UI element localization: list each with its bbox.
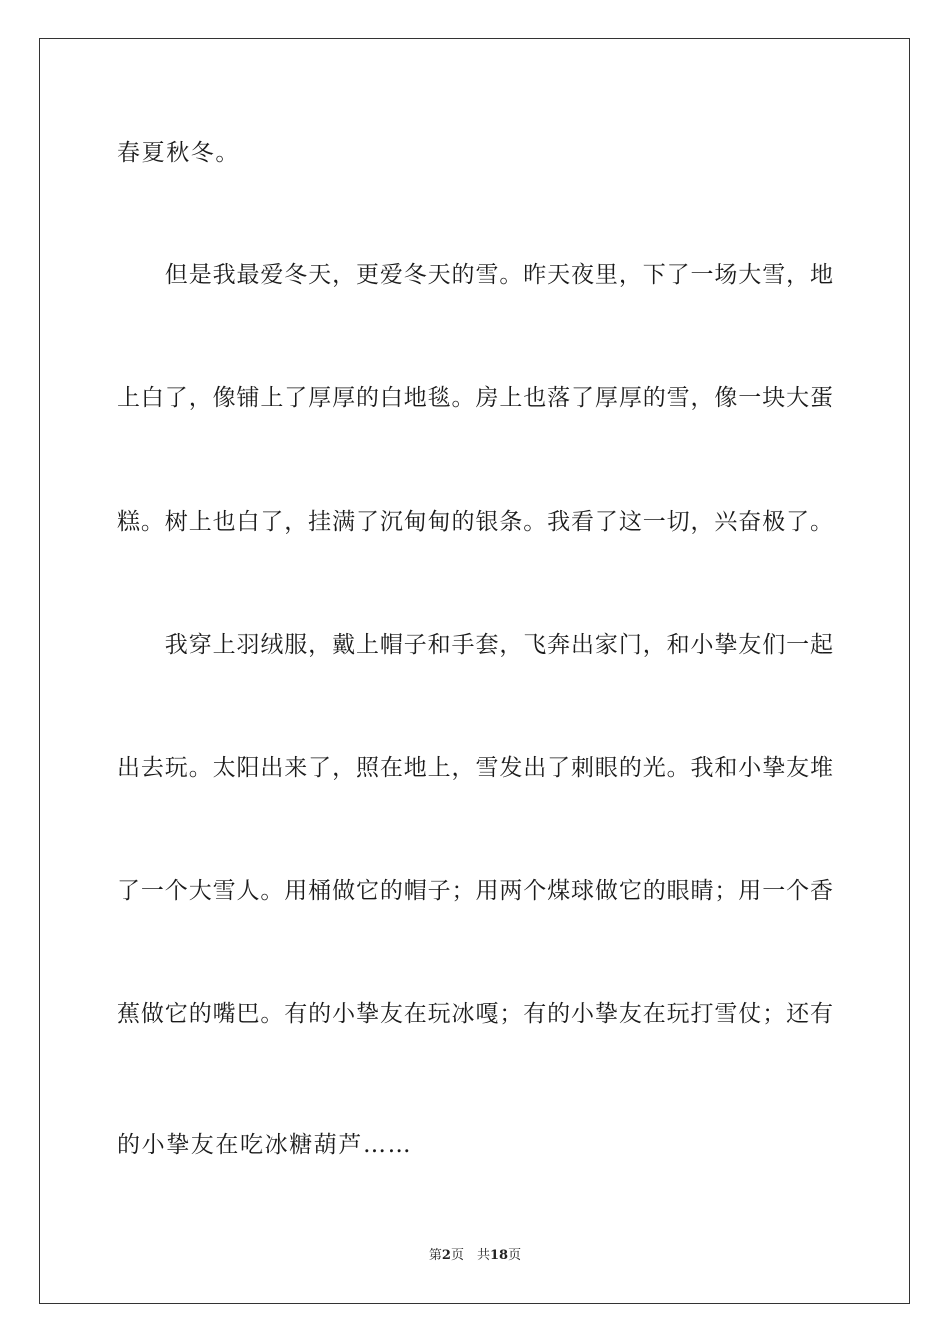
footer-middle: 页 共 (450, 1248, 490, 1263)
page-border (39, 38, 910, 1304)
text-line: 的小挚友在吃冰糖葫芦…… (117, 1132, 413, 1158)
text-line: 但是我最爱冬天，更爱冬天的雪。昨天夜里，下了一场大雪，地 (117, 262, 833, 288)
page-footer (0, 1247, 950, 1265)
text-line: 我穿上羽绒服，戴上帽子和手套，飞奔出家门，和小挚友们一起 (117, 632, 833, 658)
footer-page-number: 2 (441, 1248, 451, 1263)
footer-total-pages: 18 (489, 1248, 509, 1263)
footer-prefix: 第 (428, 1248, 442, 1263)
text-line: 蕉做它的嘴巴。有的小挚友在玩冰嘎；有的小挚友在玩打雪仗；还有 (117, 1001, 833, 1027)
text-line: 上白了，像铺上了厚厚的白地毯。房上也落了厚厚的雪，像一块大蛋 (117, 385, 833, 411)
text-line: 出去玩。太阳出来了，照在地上，雪发出了刺眼的光。我和小挚友堆 (117, 755, 833, 781)
text-line: 了一个大雪人。用桶做它的帽子；用两个煤球做它的眼睛；用一个香 (117, 878, 833, 904)
text-line: 春夏秋冬。 (117, 140, 240, 166)
text-line: 糕。树上也白了，挂满了沉甸甸的银条。我看了这一切，兴奋极了。 (117, 509, 833, 535)
footer-suffix: 页 (508, 1248, 522, 1263)
